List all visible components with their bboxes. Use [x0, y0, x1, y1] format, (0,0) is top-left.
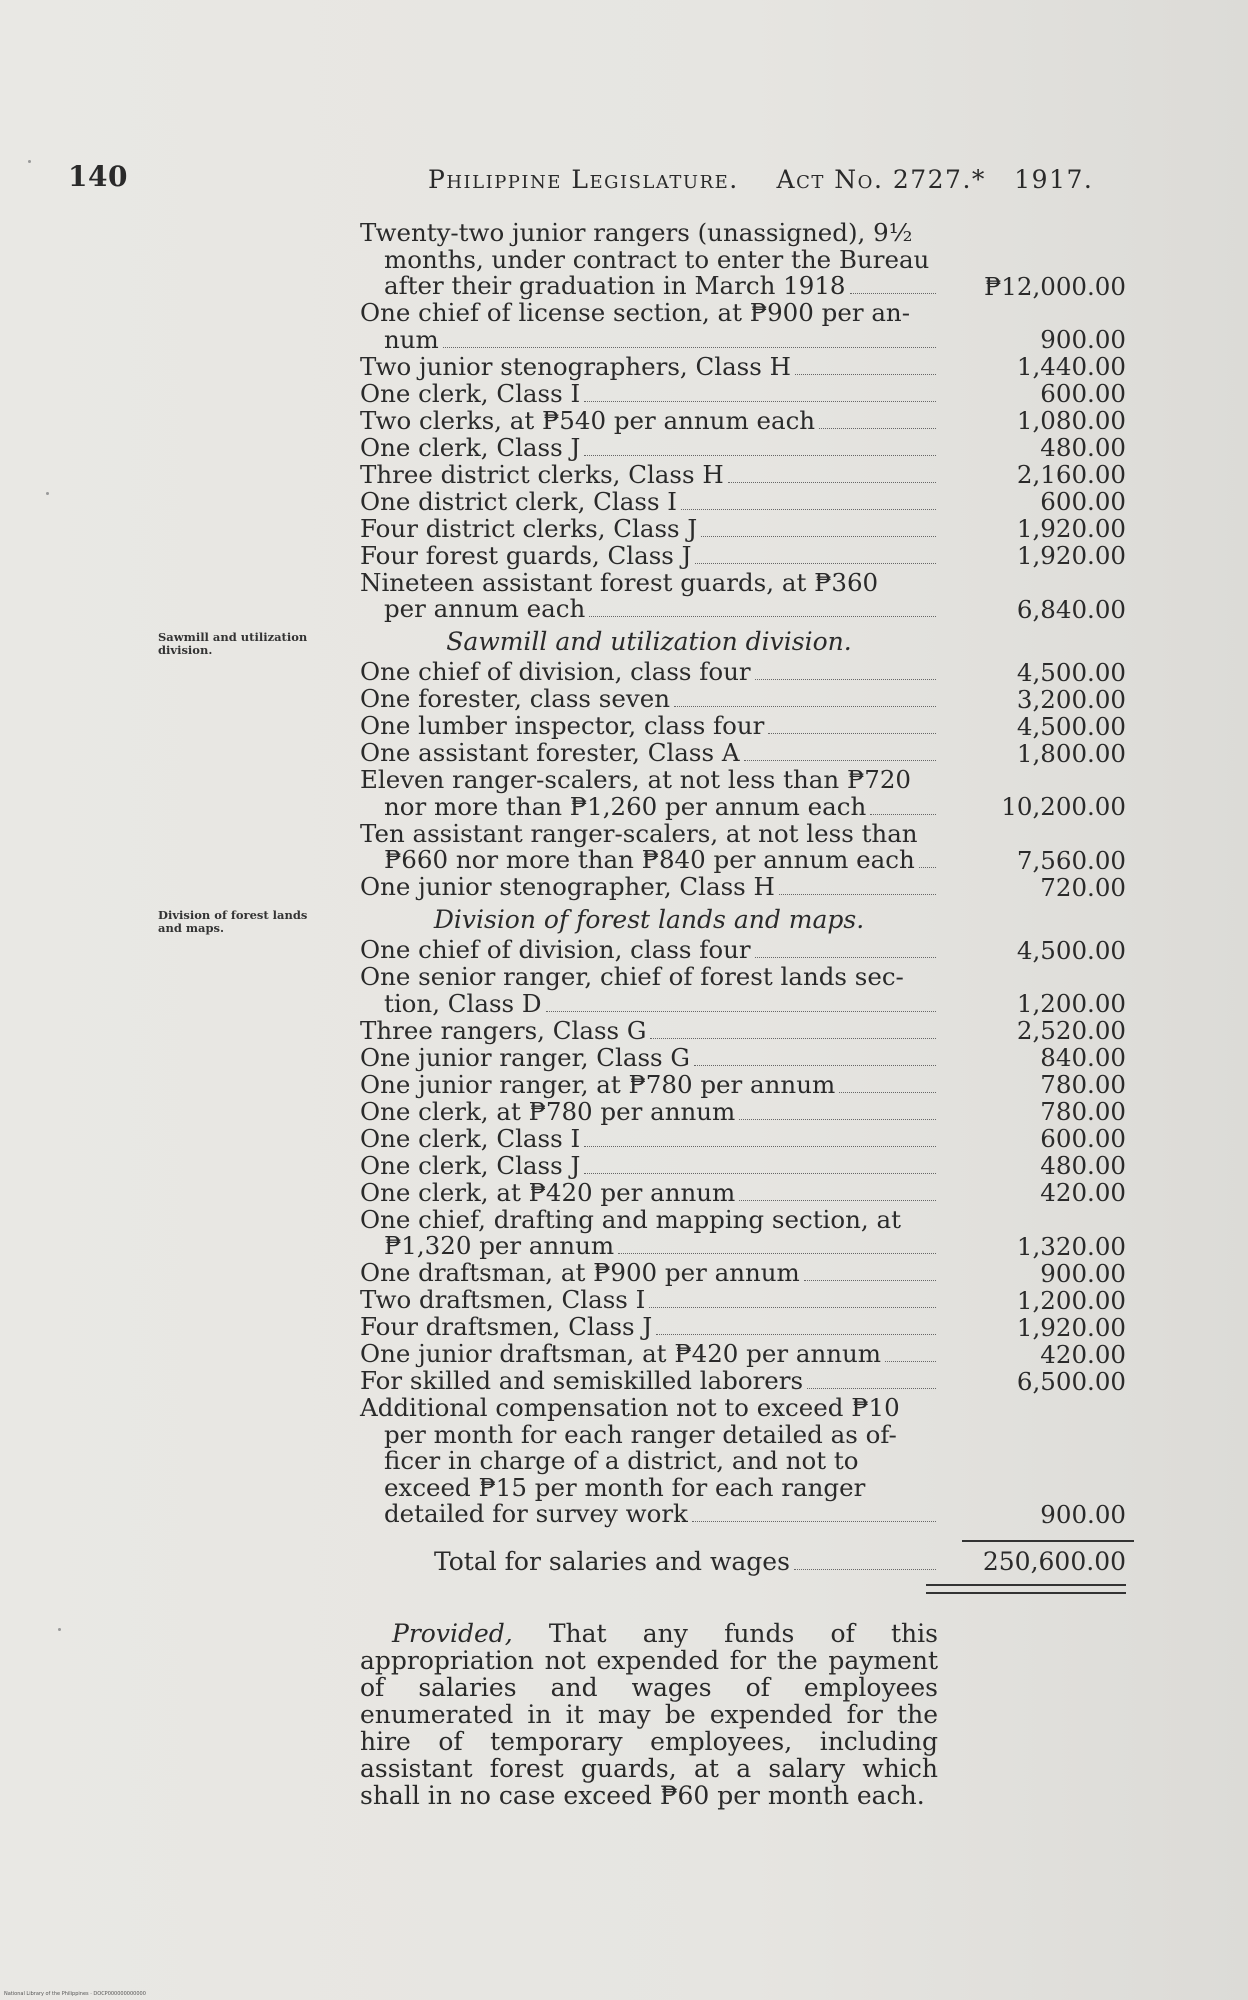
description-text: ₱660 nor more than ₱840 per annum each	[384, 845, 915, 874]
line-item-description	[360, 713, 938, 740]
line-item-description	[360, 1368, 938, 1395]
leader-dots	[807, 1388, 936, 1389]
description-line	[360, 596, 938, 623]
leader-dots	[584, 455, 936, 456]
description-line	[360, 567, 938, 597]
description-line	[360, 1341, 938, 1368]
description-text: Ten assistant ranger-scalers, at not less than	[360, 818, 918, 848]
description-line	[360, 767, 938, 794]
description-line	[360, 1368, 938, 1395]
description-line	[360, 324, 938, 354]
description-line	[360, 937, 938, 964]
section-heading-sawmill	[158, 627, 938, 657]
leader-dots	[819, 428, 936, 429]
section-title-sawmill: Sawmill and utilization division.	[446, 627, 852, 656]
margin-note-forest-lands: Division of forest lands and maps.	[158, 908, 308, 935]
description-line	[360, 1260, 938, 1287]
line-item	[360, 937, 1140, 964]
description-line	[360, 1015, 938, 1045]
description-line	[360, 486, 938, 516]
description-text: Four district clerks, Class J	[360, 513, 698, 543]
line-item-amount: 600.00	[1040, 1124, 1126, 1153]
line-item	[360, 1150, 1140, 1180]
description-line	[360, 818, 938, 848]
running-head	[428, 165, 1093, 194]
line-item-amount: 780.00	[1040, 1070, 1126, 1099]
section-title-forest-lands: Division of forest lands and maps.	[433, 905, 865, 934]
line-item-amount: 6,840.00	[1016, 594, 1126, 624]
line-item	[360, 486, 1140, 516]
total-amount: 250,600.00	[966, 1540, 1126, 1576]
description-text: One forester, class seven	[360, 684, 670, 713]
leader-dots	[804, 1280, 936, 1281]
description-line	[360, 513, 938, 543]
line-item-amount: 900.00	[1040, 1258, 1126, 1288]
total-label: Total for salaries and wages	[434, 1547, 790, 1576]
line-item	[360, 1395, 1140, 1528]
line-item	[360, 300, 1140, 354]
description-text: Two clerks, at ₱540 per annum each	[360, 405, 816, 435]
line-item	[360, 1177, 1140, 1207]
description-text: One lumber inspector, class four	[360, 711, 765, 740]
line-item-description	[360, 1150, 938, 1180]
margin-note-sawmill: Sawmill and utilization division.	[158, 630, 308, 657]
line-item	[360, 1204, 1140, 1261]
leader-dots	[589, 616, 936, 617]
description-text: Three rangers, Class G	[360, 1015, 647, 1045]
line-item-description	[360, 540, 938, 570]
line-item	[360, 740, 1140, 767]
description-line	[360, 1501, 938, 1528]
line-item	[360, 567, 1140, 624]
line-item	[360, 686, 1140, 713]
leader-dots	[584, 1173, 936, 1174]
line-item	[360, 220, 1140, 300]
leader-dots	[919, 867, 936, 868]
description-text: exceed ₱15 per month for each ranger	[384, 1472, 866, 1502]
line-item	[360, 1042, 1140, 1072]
description-line	[360, 1150, 938, 1180]
line-item-amount: 2,160.00	[1016, 460, 1126, 489]
leader-dots	[681, 509, 936, 510]
description-line	[360, 300, 938, 327]
line-item	[360, 1015, 1140, 1045]
line-item	[360, 1287, 1140, 1314]
appropriation-list	[158, 218, 1140, 1834]
leader-dots	[755, 957, 936, 958]
line-item-description	[360, 937, 938, 964]
line-item	[360, 432, 1140, 462]
line-item-amount: 900.00	[1040, 1499, 1126, 1529]
description-line	[360, 686, 938, 713]
line-item-amount: 4,500.00	[1016, 657, 1126, 687]
leader-dots	[739, 1200, 936, 1201]
leader-dots	[794, 1569, 936, 1570]
running-head-act: Act No. 2727.*	[776, 165, 986, 194]
line-item	[360, 1260, 1140, 1287]
line-item	[360, 1096, 1140, 1126]
line-item-description	[360, 1395, 938, 1528]
description-text: Four draftsmen, Class J	[360, 1312, 653, 1341]
description-line	[360, 1419, 938, 1449]
leader-dots	[779, 894, 936, 895]
line-item-amount: 1,200.00	[1016, 989, 1126, 1018]
description-text: Three district clerks, Class H	[360, 459, 724, 489]
line-item	[360, 1123, 1140, 1153]
leader-dots	[674, 706, 936, 707]
line-item-amount: 480.00	[1040, 433, 1126, 462]
description-line	[360, 659, 938, 686]
line-item-description	[360, 1260, 938, 1287]
line-item	[360, 659, 1140, 686]
line-item	[360, 713, 1140, 740]
description-text: One clerk, at ₱780 per annum	[360, 1096, 736, 1126]
line-item-amount: 1,920.00	[1016, 514, 1126, 543]
description-line	[360, 791, 938, 821]
description-line	[360, 874, 938, 901]
leader-dots	[739, 1119, 936, 1120]
description-line	[360, 351, 938, 381]
line-item-amount: 1,800.00	[1016, 738, 1126, 768]
line-item-description	[360, 740, 938, 767]
proviso-text: That any funds of this appropriation not expended for the payment of salaries and wages of employees enumerated in it may be expended for the hire of temporary employees, including assistant forest guards, at a salary which shall in no case exceed ₱60 per month each.	[360, 1619, 938, 1810]
line-item	[360, 964, 1140, 1018]
line-item-amount: 6,500.00	[1016, 1366, 1126, 1396]
description-text: ₱1,320 per annum	[384, 1231, 615, 1260]
description-text: One chief, drafting and mapping section, at	[360, 1204, 901, 1234]
description-text: One clerk, Class I	[360, 378, 581, 408]
description-line	[360, 1177, 938, 1207]
forest-lands-items-group	[360, 937, 1140, 1528]
leader-dots	[870, 814, 936, 815]
line-item-description	[360, 486, 938, 516]
line-item-amount: 7,560.00	[1016, 845, 1126, 875]
line-item-amount: 420.00	[1040, 1339, 1126, 1369]
description-text: Eleven ranger-scalers, at not less than ₱720	[360, 765, 912, 794]
line-item	[360, 818, 1140, 875]
description-line	[360, 540, 938, 570]
line-item	[360, 405, 1140, 435]
leader-dots	[694, 1065, 936, 1066]
description-line	[360, 378, 938, 408]
line-item	[360, 1314, 1140, 1341]
line-item-description	[360, 1042, 938, 1072]
line-item-description	[360, 1096, 938, 1126]
description-text: detailed for survey work	[384, 1499, 688, 1528]
description-line	[360, 220, 938, 247]
description-text: num	[384, 324, 439, 354]
line-item-amount: 3,200.00	[1016, 684, 1126, 714]
line-item-description	[360, 405, 938, 435]
leader-dots	[839, 1092, 936, 1093]
line-item-amount: 2,520.00	[1016, 1016, 1126, 1045]
sawmill-items-group	[360, 659, 1140, 901]
description-line	[360, 1233, 938, 1260]
description-text: Four forest guards, Class J	[360, 540, 692, 570]
description-line	[360, 1204, 938, 1234]
line-item-amount: 4,500.00	[1016, 935, 1126, 965]
section-heading-forest-lands	[158, 905, 938, 935]
line-item-description	[360, 220, 938, 300]
leader-dots	[618, 1253, 936, 1254]
line-item-description	[360, 964, 938, 1018]
paper-speck	[58, 1628, 61, 1631]
line-item-description	[360, 1287, 938, 1314]
leader-dots	[656, 1334, 936, 1335]
line-item-description	[360, 300, 938, 354]
line-item-description	[360, 818, 938, 875]
line-item-amount: 4,500.00	[1016, 711, 1126, 741]
description-text: Two draftsmen, Class I	[360, 1285, 646, 1314]
line-item-amount: 1,080.00	[1016, 406, 1126, 435]
description-line	[360, 1069, 938, 1099]
description-line	[360, 847, 938, 874]
line-item-amount: 840.00	[1040, 1043, 1126, 1072]
description-line	[360, 244, 938, 274]
leader-dots	[701, 536, 936, 537]
description-line	[360, 273, 938, 300]
proviso-paragraph	[360, 1620, 938, 1809]
description-text: One chief of division, class four	[360, 657, 751, 686]
description-text: Twenty-two junior rangers (unassigned), 9½	[360, 218, 913, 247]
description-text: Additional compensation not to exceed ₱10	[360, 1393, 900, 1422]
line-item-amount: 600.00	[1040, 379, 1126, 408]
footer-credit: National Library of the Philippines · DOCP000000000000	[4, 1991, 146, 1997]
line-item-description	[360, 1177, 938, 1207]
description-line	[360, 713, 938, 740]
description-text: One clerk, Class J	[360, 1150, 581, 1180]
line-item-amount: 900.00	[1040, 325, 1126, 354]
line-item-description	[360, 767, 938, 821]
description-text: ficer in charge of a district, and not to	[384, 1446, 859, 1475]
line-item-description	[360, 1314, 938, 1341]
description-text: One junior ranger, Class G	[360, 1042, 690, 1072]
line-item	[360, 513, 1140, 543]
description-text: after their graduation in March 1918	[384, 271, 846, 300]
description-line	[360, 1395, 938, 1422]
line-item-description	[360, 513, 938, 543]
line-item-amount: 1,920.00	[1016, 541, 1126, 570]
running-head-title: Philippine Legislature.	[428, 165, 739, 194]
page-number: 140	[68, 160, 128, 193]
line-item-description	[360, 659, 938, 686]
description-text: Two junior stenographers, Class H	[360, 351, 791, 381]
line-item	[360, 767, 1140, 821]
leader-dots	[695, 563, 936, 564]
line-item-description	[360, 351, 938, 381]
description-text: per month for each ranger detailed as of-	[384, 1419, 897, 1449]
description-line	[360, 1448, 938, 1475]
description-text: Nineteen assistant forest guards, at ₱360	[360, 567, 879, 597]
line-item	[360, 874, 1140, 901]
leader-dots	[755, 679, 936, 680]
line-item-amount: 780.00	[1040, 1097, 1126, 1126]
line-item	[360, 1069, 1140, 1099]
line-item-amount: 1,920.00	[1016, 1312, 1126, 1342]
line-item-description	[360, 432, 938, 462]
salary-items-group	[360, 220, 1140, 623]
description-line	[360, 964, 938, 991]
description-text: One junior ranger, at ₱780 per annum	[360, 1069, 836, 1099]
leader-dots	[584, 401, 936, 402]
line-item	[360, 1341, 1140, 1368]
line-item-amount: 480.00	[1040, 1151, 1126, 1180]
leader-dots	[768, 733, 936, 734]
line-item-description	[360, 1069, 938, 1099]
proviso-lead: Provided,	[392, 1619, 513, 1648]
running-head-year: 1917.	[1014, 165, 1094, 194]
paper-speck	[28, 160, 31, 163]
leader-dots	[850, 293, 937, 294]
double-rule	[926, 1584, 1126, 1594]
line-item	[360, 351, 1140, 381]
leader-dots	[584, 1146, 936, 1147]
leader-dots	[649, 1307, 936, 1308]
line-item-description	[360, 378, 938, 408]
description-line	[360, 1096, 938, 1126]
description-line	[360, 988, 938, 1018]
total-row	[360, 1540, 1140, 1576]
line-item	[360, 378, 1140, 408]
description-line	[360, 1123, 938, 1153]
description-line	[360, 1314, 938, 1341]
line-item-description	[360, 686, 938, 713]
line-item-amount: 1,320.00	[1016, 1231, 1126, 1261]
description-line	[360, 405, 938, 435]
line-item-description	[360, 874, 938, 901]
line-item-amount: ₱12,000.00	[984, 271, 1126, 301]
description-text: nor more than ₱1,260 per annum each	[384, 791, 867, 821]
line-item-amount: 420.00	[1040, 1178, 1126, 1207]
description-text: One clerk, Class J	[360, 432, 581, 462]
description-text: One junior draftsman, at ₱420 per annum	[360, 1339, 882, 1368]
line-item-description	[360, 1123, 938, 1153]
leader-dots	[795, 374, 936, 375]
description-text: months, under contract to enter the Bureau	[384, 244, 930, 274]
description-text: One assistant forester, Class A	[360, 738, 740, 767]
line-item-amount: 600.00	[1040, 487, 1126, 516]
paper-speck	[46, 492, 49, 495]
description-line	[360, 740, 938, 767]
description-text: tion, Class D	[384, 988, 542, 1018]
line-item-amount: 1,200.00	[1016, 1285, 1126, 1315]
line-item-description	[360, 459, 938, 489]
description-text: One chief of license section, at ₱900 per an-	[360, 298, 910, 327]
description-text: One clerk, at ₱420 per annum	[360, 1177, 736, 1207]
leader-dots	[546, 1011, 936, 1012]
line-item	[360, 1368, 1140, 1395]
leader-dots	[692, 1521, 936, 1522]
line-item	[360, 459, 1140, 489]
line-item-description	[360, 1015, 938, 1045]
description-text: One clerk, Class I	[360, 1123, 581, 1153]
leader-dots	[728, 482, 936, 483]
description-text: One draftsman, at ₱900 per annum	[360, 1258, 800, 1287]
leader-dots	[744, 760, 936, 761]
description-text: For skilled and semiskilled laborers	[360, 1366, 804, 1395]
leader-dots	[443, 347, 936, 348]
description-line	[360, 1042, 938, 1072]
line-item-amount: 720.00	[1040, 872, 1126, 902]
line-item	[360, 540, 1140, 570]
description-line	[360, 432, 938, 462]
leader-dots	[885, 1361, 936, 1362]
line-item-amount: 10,200.00	[1001, 792, 1126, 821]
description-text: One junior stenographer, Class H	[360, 872, 775, 901]
description-text: One senior ranger, chief of forest lands sec-	[360, 962, 904, 991]
description-text: per annum each	[384, 594, 586, 623]
description-line	[360, 1472, 938, 1502]
description-text: One chief of division, class four	[360, 935, 751, 964]
line-item-description	[360, 1341, 938, 1368]
line-item-description	[360, 567, 938, 624]
description-line	[360, 459, 938, 489]
description-text: One district clerk, Class I	[360, 486, 677, 516]
description-line	[360, 1287, 938, 1314]
line-item-description	[360, 1204, 938, 1261]
line-item-amount: 1,440.00	[1016, 352, 1126, 381]
leader-dots	[650, 1038, 936, 1039]
